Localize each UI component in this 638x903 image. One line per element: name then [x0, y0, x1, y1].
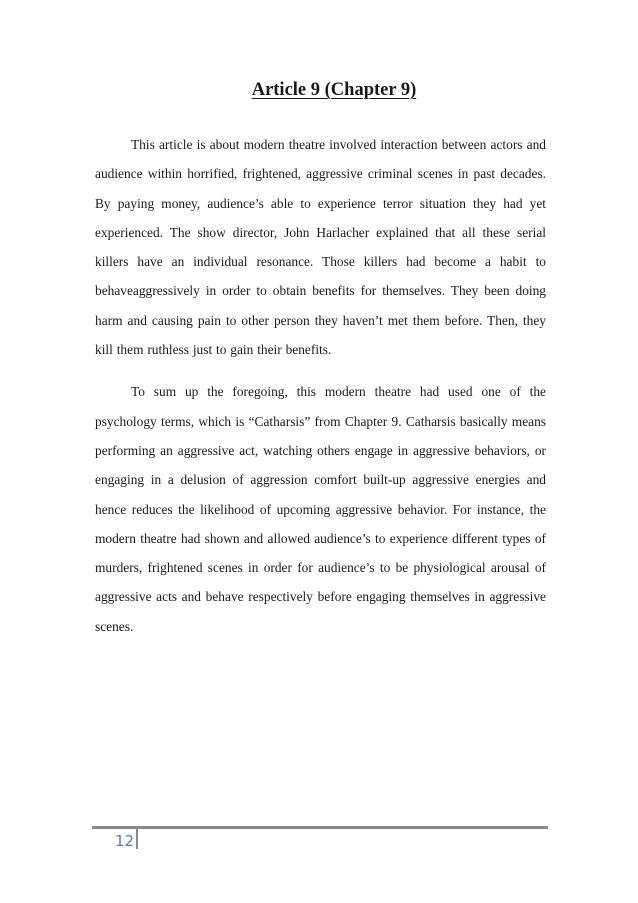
article-title-text: Article 9 (Chapter 9): [251, 80, 417, 100]
paragraph-2: To sum up the foregoing, this modern theatre had used one of the psychology terms, which is “Catharsis” from Chapter 9. Catharsis basically means performing an aggressive act, watching others engage in aggressive behaviors, or engaging in a delusion of aggression comfort built-up aggressive energies and hence reduces the likelihood of upcoming aggressive behavior. For instance, the modern theatre had shown and allowed audience’s to experience different types of murders, frightened scenes in order for audience’s to be physiological arousal of aggressive acts and behave respectively before engaging themselves in aggressive scenes.: [95, 384, 546, 634]
article-body: [95, 130, 546, 654]
article-title: [0, 80, 638, 101]
page-number: 12: [115, 832, 135, 850]
page-number-divider: [136, 827, 138, 849]
paragraph-1: This article is about modern theatre involved interaction between actors and audience within horrified, frightened, aggressive criminal scenes in past decades. By paying money, audience’s able to experience terror situation they had yet experienced. The show director, John Harlacher explained that all these serial killers have an individual resonance. Those killers had become a habit to behaveaggressively in order to obtain benefits for themselves. They been doing harm and causing pain to other person they haven’t met them before. Then, they kill them ruthless just to gain their benefits.: [95, 137, 546, 358]
footer-rule: [92, 826, 548, 829]
